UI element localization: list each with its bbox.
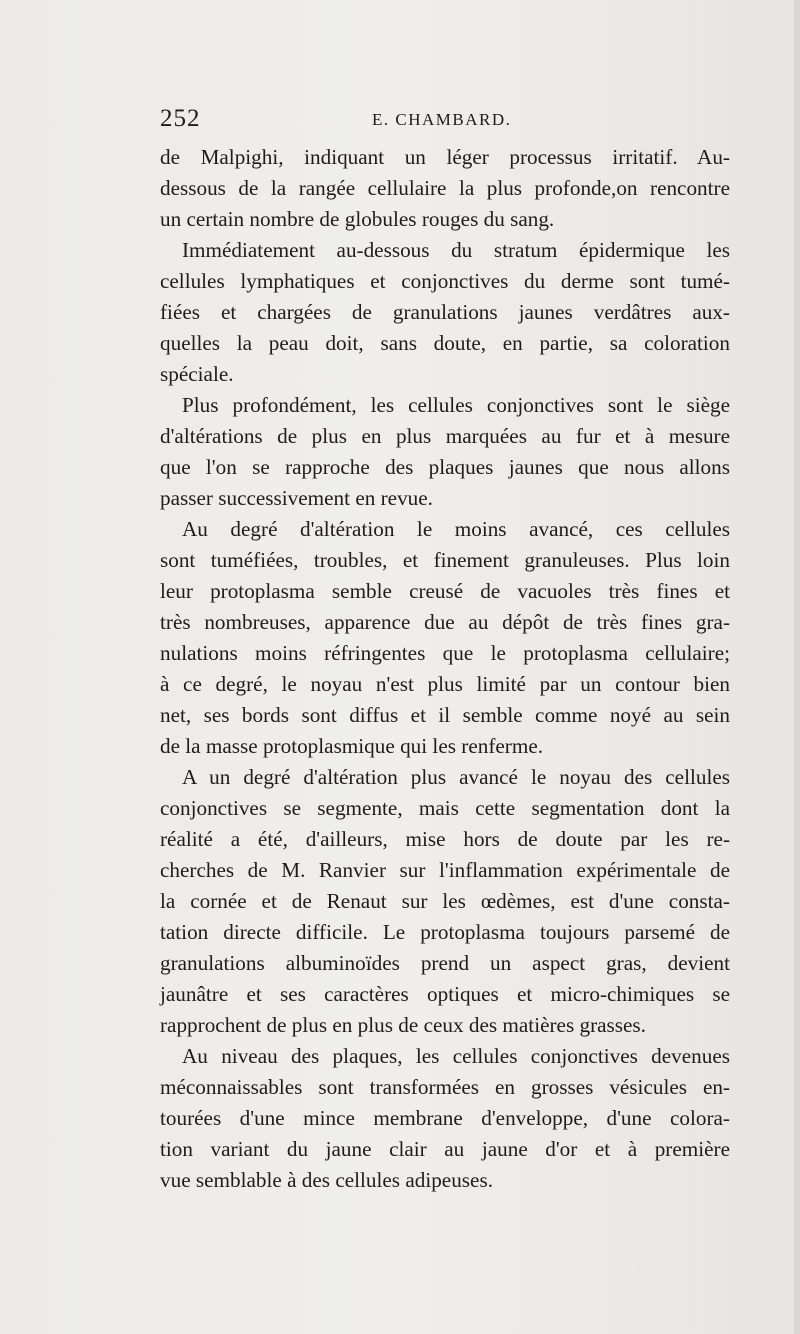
text-line: vue semblable à des cellules adipeuses. xyxy=(160,1168,493,1192)
text-line: tion variant du jaune clair au jaune d'or et à première xyxy=(160,1137,730,1161)
text-line: spéciale. xyxy=(160,362,234,386)
text-line: cherches de M. Ranvier sur l'inflammation expérimentale de xyxy=(160,858,730,882)
page-number: 252 xyxy=(160,105,201,132)
text-line: Au degré d'altération le moins avancé, ces cellules xyxy=(182,517,730,541)
text-line: passer successivement en revue. xyxy=(160,486,433,510)
text-line: dessous de la rangée cellulaire la plus profonde,on rencontre xyxy=(160,176,730,200)
text-line: net, ses bords sont diffus et il semble comme noyé au sein xyxy=(160,703,730,727)
text-line: sont tuméfiées, troubles, et finement granuleuses. Plus loin xyxy=(160,548,730,572)
text-line: la cornée et de Renaut sur les œdèmes, est d'une consta- xyxy=(160,889,730,913)
text-line: de la masse protoplasmique qui les renferme. xyxy=(160,734,544,758)
text-line: tation directe difficile. Le protoplasma toujours parsemé de xyxy=(160,920,730,944)
text-line: Au niveau des plaques, les cellules conjonctives devenues xyxy=(182,1044,730,1068)
text-line: quelles la peau doit, sans doute, en partie, sa coloration xyxy=(160,331,730,355)
running-head: E. CHAMBARD. xyxy=(372,110,512,129)
text-line: d'altérations de plus en plus marquées au fur et à mesure xyxy=(160,424,730,448)
text-line: de Malpighi, indiquant un léger processus irritatif. Au- xyxy=(160,145,730,169)
text-line: à ce degré, le noyau n'est plus limité par un contour bien xyxy=(160,672,730,696)
text-line: conjonctives se segmente, mais cette segmentation dont la xyxy=(160,796,730,820)
text-line: tourées d'une mince membrane d'enveloppe, d'une colora- xyxy=(160,1106,730,1130)
text-line: A un degré d'altération plus avancé le noyau des cellules xyxy=(182,765,730,789)
text-line: méconnaissables sont transformées en grosses vésicules en- xyxy=(160,1075,730,1099)
text-line: Plus profondément, les cellules conjonctives sont le siège xyxy=(182,393,730,417)
page-edge-shadow xyxy=(794,0,800,1334)
text-line: jaunâtre et ses caractères optiques et micro-chimiques se xyxy=(160,982,730,1006)
page-header xyxy=(160,104,730,134)
text-line: nulations moins réfringentes que le protoplasma cellulaire; xyxy=(160,641,730,665)
text-line: Immédiatement au-dessous du stratum épidermique les xyxy=(182,238,730,262)
text-line: rapprochent de plus en plus de ceux des matières grasses. xyxy=(160,1013,646,1037)
text-line: très nombreuses, apparence due au dépôt de très fines gra- xyxy=(160,610,730,634)
text-line: granulations albuminoïdes prend un aspect gras, devient xyxy=(160,951,730,975)
text-line: fiées et chargées de granulations jaunes verdâtres aux- xyxy=(160,300,730,324)
text-line: réalité a été, d'ailleurs, mise hors de doute par les re- xyxy=(160,827,730,851)
text-line: leur protoplasma semble creusé de vacuoles très fines et xyxy=(160,579,730,603)
text-line: un certain nombre de globules rouges du sang. xyxy=(160,207,555,231)
text-line: que l'on se rapproche des plaques jaunes que nous allons xyxy=(160,455,730,479)
text-line: cellules lymphatiques et conjonctives du derme sont tumé- xyxy=(160,269,730,293)
body-text xyxy=(160,142,730,1196)
